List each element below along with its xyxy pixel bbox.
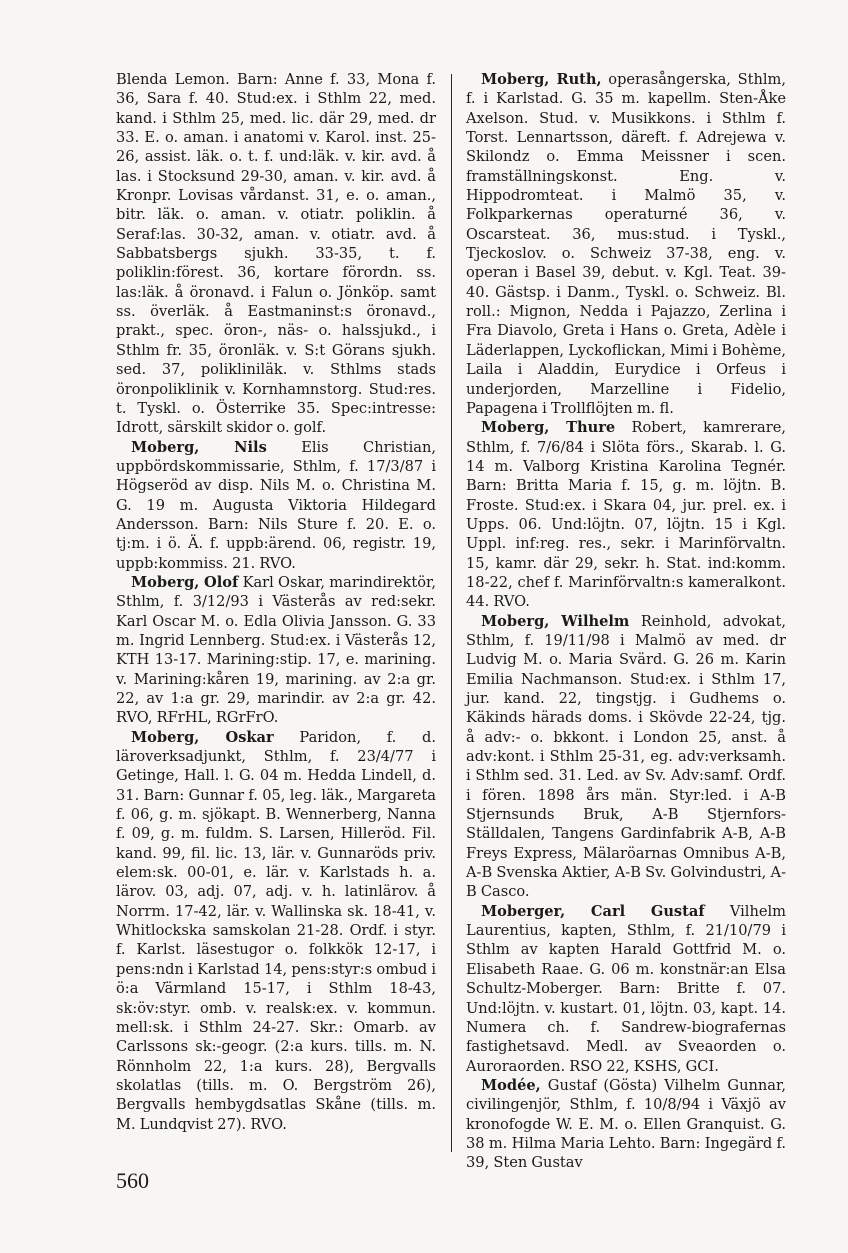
- entry-name: Moberg, Wilhelm: [481, 612, 630, 630]
- entry-name: Moberg, Nils: [131, 438, 267, 456]
- entry-moberg-thure: [466, 418, 786, 611]
- entry-text: Blenda Lemon. Barn: Anne f. 33, Mona f. 36, Sara f. 40. Stud:ex. i Sthlm 22, med. kand. i Sthlm 25, med. lic. där 29, med. dr 33. E. o. aman. i anatomi v. Karol. inst. 25-26, assist. läk. o. t. f. und:läk. v. kir. avd. å las. i Stocksund 29-30, aman. v. kir. avd. å Kronpr. Lovisas vårdanst. 31, e. o. aman., bitr. läk. o. aman. v. otiatr. poliklin. å Seraf:las. 30-32, aman. v. otiatr. avd. å Sabbatsbergs sjukh. 33-35, t. f. poliklin:förest. 36, kortare förordn. ss. las:läk. å öronavd. i Falun o. Jönköp. samt ss. överläk. å Eastmaninst:s öronavd., prakt., spec. öron-, näs- o. halssjukd., i Sthlm fr. 35, öronläk. v. S:t Görans sjukh. sed. 37, polikliniläk. v. Sthlms stads öronpoliklinik v. Kornhamnstorg. Stud:res. t. Tyskl. o. Österrike 35. Spec:intresse: Idrott, särskilt skidor o. golf.: [116, 71, 436, 437]
- entry-text: operasångerska, Sthlm, f. i Karlstad. G. 35 m. kapellm. Sten-Åke Axelson. Stud. v. Musikkons. i Sthlm f. Torst. Lennartsson, däreft. f. Adrejewa v. Skilondz o. Emma Meissner i scen. framställningskonst. Eng. v. Hippodromteat. i Malmö 35, v. Folkparkernas operaturné 36, v. Oscarsteat. 36, mus:stud. i Tyskl., Tjeckoslov. o. Schweiz 37-38, eng. v. operan i Basel 39, debut. v. Kgl. Teat. 39-40. Gästsp. i Danm., Tyskl. o. Schweiz. Bl. roll.: Mignon, Nedda i Pajazzo, Zerlina i Fra Diavolo, Greta i Hans o. Greta, Adèle i Läderlappen, Lyckoflickan, Mimi i Bohème, Laila i Aladdin, Eurydice i Orfeus i underjorden, Marzelline i Fidelio, Papagena i Trollflöjten m. fl.: [466, 71, 786, 417]
- right-column: [466, 70, 786, 1173]
- entry-name: Moberger, Carl Gustaf: [481, 902, 705, 920]
- entry-continuation: [116, 70, 436, 438]
- entry-name: Modée,: [481, 1076, 541, 1094]
- entry-name: Moberg, Ruth,: [481, 71, 602, 88]
- entry-moberg-ruth: [466, 70, 786, 418]
- entry-name: Moberg, Thure: [481, 419, 616, 437]
- page-number: 560: [116, 1168, 149, 1193]
- entry-moberg-nils: [116, 438, 436, 573]
- column-divider: [451, 74, 452, 1152]
- left-column: [116, 70, 436, 1134]
- entry-moberg-olof: [116, 573, 436, 728]
- entry-text: Reinhold, advokat, Sthlm, f. 19/11/98 i Malmö av med. dr Ludvig M. o. Maria Svärd. G. 26 m. Karin Emilia Nachmanson. Stud:ex. i Sthlm 17, jur. kand. 22, tingstjg. i Gudhems o. Käkinds härads doms. i Skövde 22-24, tjg. å adv:- o. bkkont. i London 25, anst. å adv:kont. i Sthlm 25-31, eg. adv:verksamh. i Sthlm sed. 31. Led. av Sv. Adv:samf. Ordf. i fören. 1898 års män. Styr:led. i A-B Stjernsunds Bruk, A-B Stjernfors-Ställdalen, Tangens Gardinfabrik A-B, A-B Freys Express, Mälaröarnas Omnibus A-B, A-B Svenska Aktier, A-B Sv. Golvindustri, A-B Casco.: [466, 612, 786, 901]
- entry-text: Karl Oskar, marindirektör, Sthlm, f. 3/12/93 i Västerås av red:sekr. Karl Oscar M. o. Edla Olivia Jansson. G. 33 m. Ingrid Lennberg. Stud:ex. i Västerås 12, KTH 13-17. Marining:stip. 17, e. marining. v. Marining:kåren 19, marining. av 2:a gr. 22, av 1:a gr. 29, marindir. av 2:a gr. 42. RVO, RFrHL, RGrFrO.: [116, 573, 437, 727]
- entry-moberg-wilhelm: [466, 612, 786, 902]
- entry-modee-gustaf: [466, 1076, 786, 1173]
- entry-text: Robert, kamrerare, Sthlm, f. 7/6/84 i Slöta förs., Skarab. l. G. 14 m. Valborg Kristina Karolina Tegnér. Barn: Britta Maria f. 15, g. m. löjtn. B. Froste. Stud:ex. i Skara 04, jur. prel. ex. i Upps. 06. Und:löjtn. 07, löjtn. 15 i Kgl. Uppl. inf:reg. res., sekr. i Marinförvaltn. 15, kamr. där 29, sekr. h. Stat. ind:komm. 18-22, chef f. Marinförvaltn:s kameralkont. 44. RVO.: [466, 419, 786, 611]
- entry-text: Elis Christian, uppbördskommissarie, Sthlm, f. 17/3/87 i Högseröd av disp. Nils M. o. Christina M. G. 19 m. Augusta Viktoria Hildegard Andersson. Barn: Nils Sture f. 20. E. o. tj:m. i ö. Ä. f. uppb:ärend. 06, registr. 19, uppb:kommiss. 21. RVO.: [116, 438, 437, 572]
- entry-name: Moberg, Oskar: [131, 728, 274, 746]
- entry-text: Gustaf (Gösta) Vilhelm Gunnar, civilingenjör, Sthlm, f. 10/8/94 i Växjö av kronofogde W. E. M. o. Ellen Granquist. G. 38 m. Hilma Maria Lehto. Barn: Ingegärd f. 39, Sten Gustav: [466, 1076, 786, 1172]
- entry-moberg-oskar: [116, 728, 436, 1134]
- entry-text: Paridon, f. d. läroverksadjunkt, Sthlm, f. 23/4/77 i Getinge, Hall. l. G. 04 m. Hedda Lindell, d. 31. Barn: Gunnar f. 05, leg. läk., Margareta f. 06, g. m. sjökapt. B. Wennerberg, Nanna f. 09, g. m. fuldm. S. Larsen, Hilleröd. Fil. kand. 99, fil. lic. 13, lär. v. Gunnaröds priv. elem:sk. 00-01, e. lär. v. Karlstads h. a. lärov. 03, adj. 07, adj. v. h. latinlärov. å Norrm. 17-42, lär. v. Wallinska sk. 18-41, v. Whitlockska samskolan 21-28. Ordf. i styr. f. Karlst. läsestugor o. folkkök 12-17, i pens:ndn i Karlstad 14, pens:styr:s ombud i ö:a Värmland 15-17, i Sthlm 18-43, sk:öv:styr. omb. v. realsk:ex. v. kommun. mell:sk. i Sthlm 24-27. Skr.: Omarb. av Carlssons sk:-geogr. (2:a kurs. tills. m. N. Rönnholm 22, 1:a kurs. 28), Bergvalls skolatlas (tills. m. O. Bergström 26), Bergvalls hembygdsatlas Skåne (tills. m. M. Lundqvist 27). RVO.: [116, 728, 436, 1133]
- entry-name: Moberg, Olof: [131, 573, 239, 591]
- entry-text: Vilhelm Laurentius, kapten, Sthlm, f. 21/10/79 i Sthlm av kapten Harald Gottfrid M. o. Elisabeth Raae. G. 06 m. konstnär:an Elsa Schultz-Moberger. Barn: Britte f. 07. Und:löjtn. v. kustart. 01, löjtn. 03, kapt. 14. Numera ch. f. Sandrew-biografernas fastighetsavd. Medl. av Sveaorden o. Auroraorden. RSO 22, KSHS, GCI.: [466, 902, 786, 1075]
- entry-moberger-carl-gustaf: [466, 902, 786, 1076]
